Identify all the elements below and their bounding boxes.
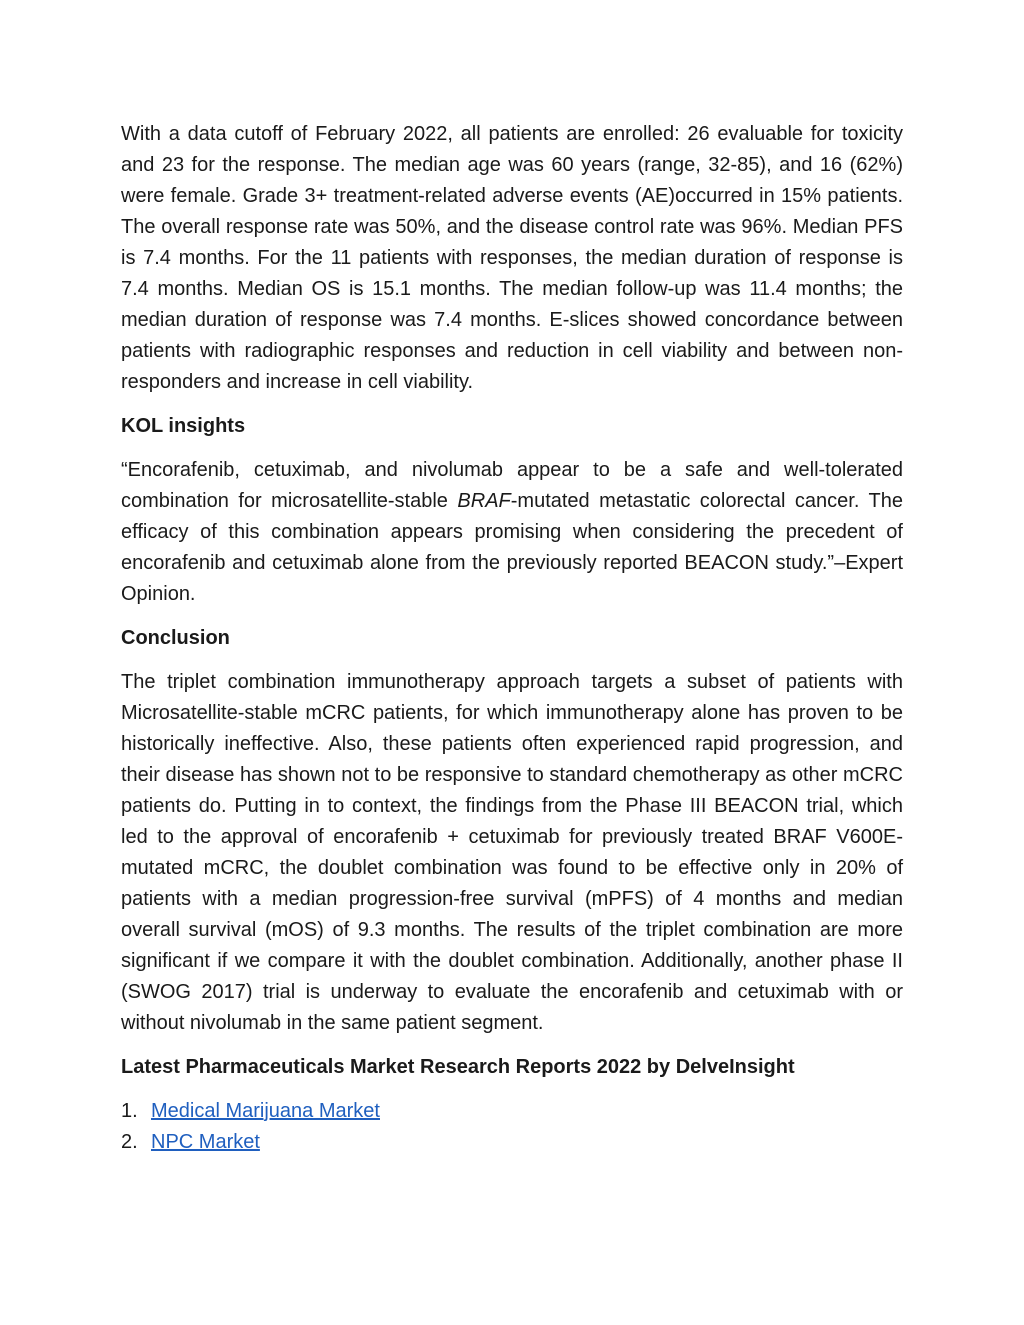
kol-quote-text-start: “Encorafenib, cetuximab, and nivolumab appear to be a safe and well-tolerated combination for microsatellite-stable bbox=[121, 459, 903, 512]
results-paragraph: With a data cutoff of February 2022, all patients are enrolled: 26 evaluable for toxicity and 23 for the response. The median age was 60 years (range, 32-85), and 16 (62%) were female. Grade 3+ treatment-related adverse events (AE)occurred in 15% patients. The overall response rate was 50%, and the disease control rate was 96%. Median PFS is 7.4 months. For the 11 patients with responses, the median duration of response is 7.4 months. Median OS is 15.1 months. The median follow-up was 11.4 months; the median duration of response was 7.4 months. E-slices showed concordance between patients with radiographic responses and reduction in cell viability and between non-responders and increase in cell viability. bbox=[121, 123, 903, 393]
kol-quote-gene-name: BRAF bbox=[457, 490, 511, 512]
kol-quote-paragraph bbox=[121, 455, 903, 610]
kol-insights-heading: KOL insights bbox=[121, 415, 246, 437]
list-item bbox=[121, 1127, 903, 1158]
conclusion-heading: Conclusion bbox=[121, 627, 230, 649]
conclusion-paragraph: The triplet combination immunotherapy approach targets a subset of patients with Microsatellite-stable mCRC patients, for which immunotherapy alone has proven to be historically ineffective. Also, these patients often experienced rapid progression, and their disease has shown not to be responsive to standard chemotherapy as other mCRC patients do. Putting in to context, the findings from the Phase III BEACON trial, which led to the approval of encorafenib + cetuximab for previously treated BRAF V600E- mutated mCRC, the doublet combination was found to be effective only in 20% of patients with a median progression-free survival (mPFS) of 4 months and median overall survival (mOS) of 9.3 months. The results of the triplet combination are more significant if we compare it with the doublet combination. Additionally, another phase II (SWOG 2017) trial is underway to evaluate the encorafenib and cetuximab with or without nivolumab in the same patient segment. bbox=[121, 671, 903, 1034]
kol-quote-text-end: -mutated metastatic colorectal cancer. The efficacy of this combination appears promising when considering the precedent of encorafenib and cetuximab alone from the previously reported BEACON study.”–Expert Opinion. bbox=[121, 490, 903, 605]
document-page bbox=[121, 119, 903, 1158]
reports-heading: Latest Pharmaceuticals Market Research Reports 2022 by DelveInsight bbox=[121, 1056, 795, 1078]
list-item-number: 2. bbox=[121, 1131, 138, 1153]
reports-list bbox=[121, 1096, 903, 1158]
list-item bbox=[121, 1096, 903, 1127]
medical-marijuana-market-link[interactable]: Medical Marijuana Market bbox=[151, 1100, 380, 1122]
list-item-number: 1. bbox=[121, 1100, 138, 1122]
npc-market-link[interactable]: NPC Market bbox=[151, 1131, 260, 1153]
